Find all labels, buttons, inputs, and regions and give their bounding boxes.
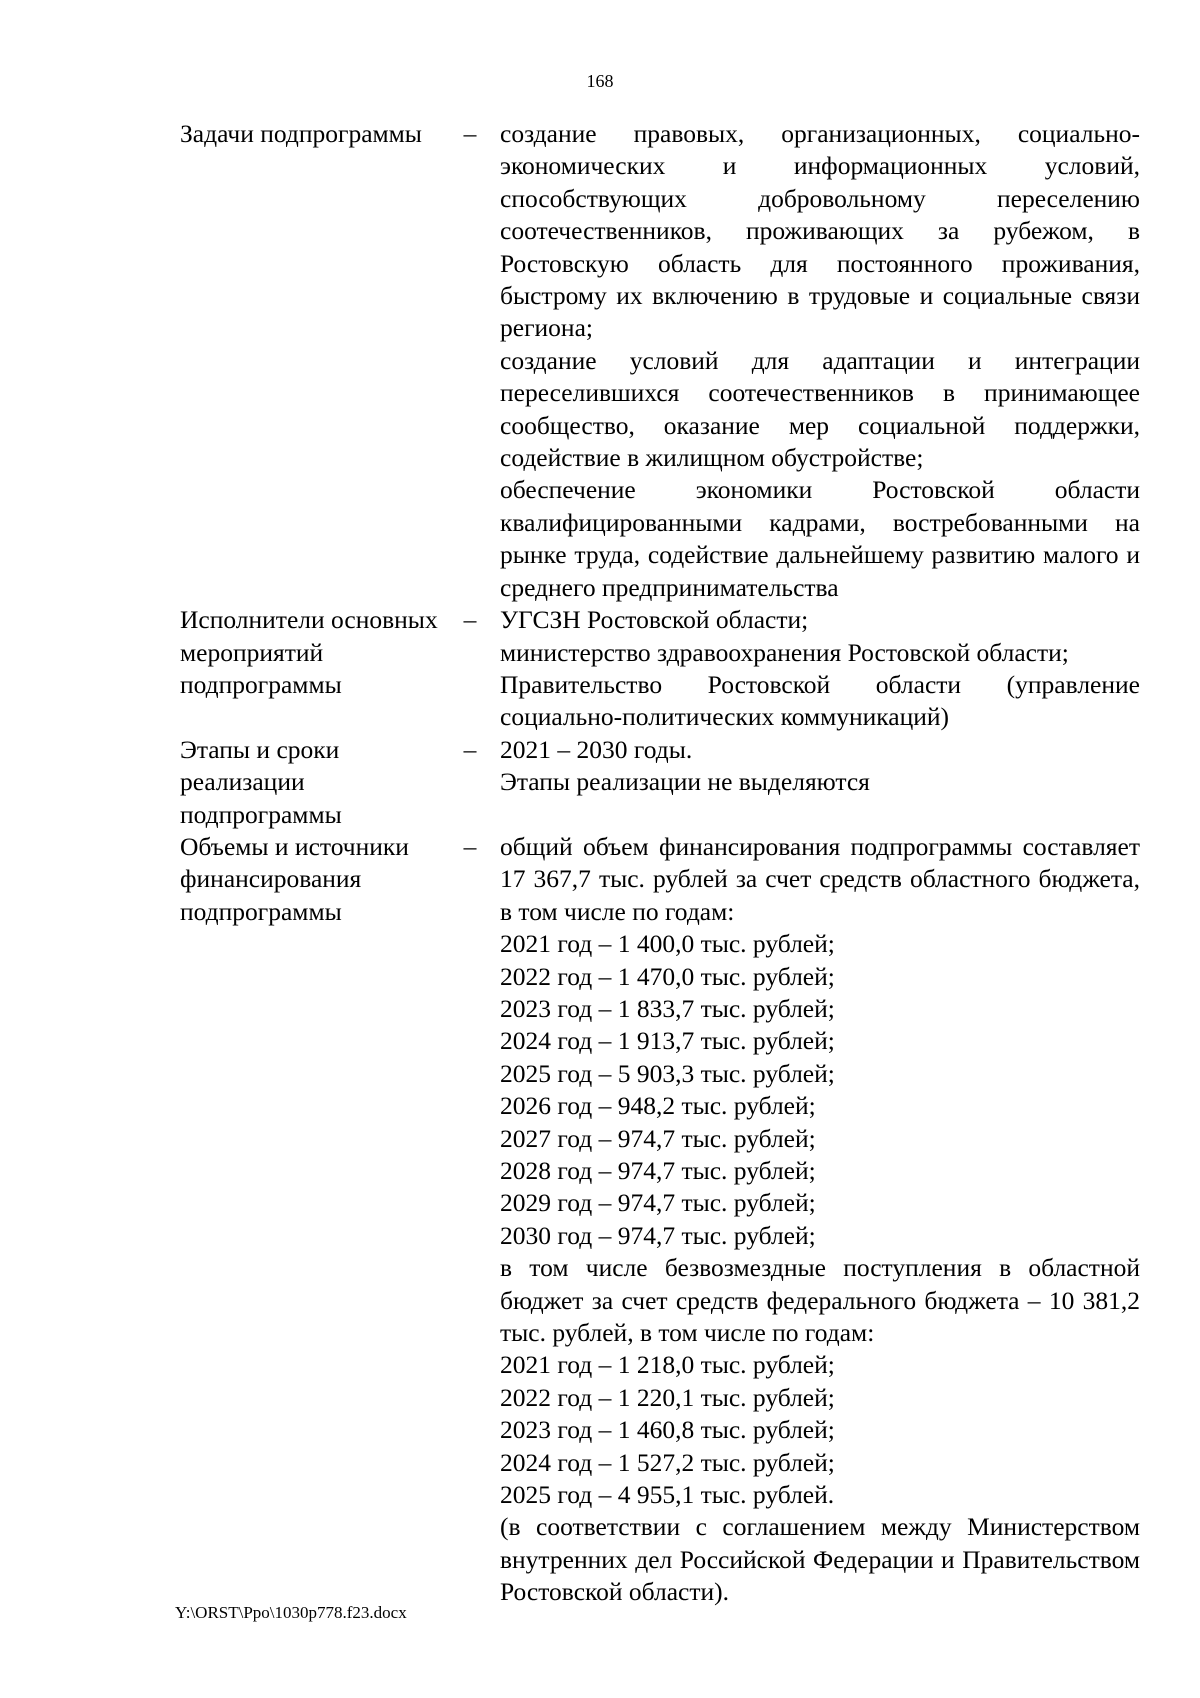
passport-row-tasks [180, 118, 1140, 604]
paragraph: 2021 – 2030 годы. [500, 734, 693, 764]
funding-year-line: 2024 год – 1 913,7 тыс. рублей; [500, 1026, 835, 1056]
paragraph: Правительство Ростовской области (управление социально-политических коммуникаций) [500, 669, 1140, 732]
federal-funding-intro: в том числе безвозмездные поступления в областной бюджет за счет средств федерального бюджета – 10 381,2 тыс. рублей, в том числе по годам: [500, 1253, 1140, 1348]
passport-row-executors [180, 604, 1140, 734]
paragraph: министерство здравоохранения Ростовской области; [500, 637, 1069, 667]
row-content [500, 734, 1140, 831]
funding-intro: общий объем финансирования подпрограммы составляет 17 367,7 тыс. рублей за счет средств областного бюджета, в том числе по годам: [500, 831, 1140, 926]
file-path-footer: Y:\ORST\Ppo\1030p778.f23.docx [175, 1603, 407, 1622]
paragraph: УГСЗН Ростовской области; [500, 605, 809, 635]
paragraph: Этапы реализации не выделяются [500, 767, 870, 797]
federal-year-line: 2021 год – 1 218,0 тыс. рублей; [500, 1350, 835, 1380]
funding-year-line: 2029 год – 974,7 тыс. рублей; [500, 1188, 816, 1218]
row-dash: – [463, 831, 477, 861]
funding-year-line: 2021 год – 1 400,0 тыс. рублей; [500, 929, 835, 959]
federal-year-line: 2022 год – 1 220,1 тыс. рублей; [500, 1382, 835, 1412]
federal-year-line: 2024 год – 1 527,2 тыс. рублей; [500, 1447, 835, 1477]
federal-year-line: 2023 год – 1 460,8 тыс. рублей; [500, 1415, 835, 1445]
funding-year-line: 2027 год – 974,7 тыс. рублей; [500, 1123, 816, 1153]
row-dash: – [463, 605, 477, 635]
row-content [500, 118, 1140, 604]
row-content [500, 604, 1140, 734]
funding-year-line: 2023 год – 1 833,7 тыс. рублей; [500, 993, 835, 1023]
agreement-note: (в соответствии с соглашением между Министерством внутренних дел Российской Федерации и Правительством Ростовской области). [500, 1512, 1140, 1607]
subprogram-passport [180, 118, 1140, 1609]
page-number: 168 [586, 71, 614, 91]
paragraph: обеспечение экономики Ростовской области квалифицированными кадрами, востребованными на рынке труда, содействие дальнейшему развитию малого и среднего предпринимательства [500, 475, 1140, 602]
row-label: Исполнители основных мероприятий подпрограммы [180, 605, 438, 699]
row-label: Этапы и сроки реализации подпрограммы [180, 734, 342, 829]
paragraph: создание правовых, организационных, социально-экономических и информационных условий, способствующих добровольному переселению соотечественников, проживающих за рубежом, в Ростовскую область для постоянного проживания, быстрому их включению в трудовые и социальные связи региона; [500, 119, 1140, 343]
passport-row-stages [180, 734, 1140, 831]
federal-year-line: 2025 год – 4 955,1 тыс. рублей. [500, 1480, 835, 1510]
row-label: Объемы и источники финансирования подпрограммы [180, 831, 409, 926]
row-dash: – [463, 734, 477, 764]
funding-year-line: 2022 год – 1 470,0 тыс. рублей; [500, 961, 835, 991]
row-label: Задачи подпрограммы [180, 119, 422, 148]
paragraph: создание условий для адаптации и интеграции переселившихся соотечественников в принимающее сообщество, оказание мер социальной поддержки, содействие в жилищном обустройстве; [500, 345, 1140, 473]
funding-year-line: 2030 год – 974,7 тыс. рублей; [500, 1220, 816, 1250]
passport-row-funding [180, 831, 1140, 1609]
funding-year-line: 2025 год – 5 903,3 тыс. рублей; [500, 1058, 835, 1088]
row-content [500, 831, 1140, 1609]
row-dash: – [463, 119, 477, 148]
funding-year-line: 2028 год – 974,7 тыс. рублей; [500, 1156, 816, 1185]
funding-year-line: 2026 год – 948,2 тыс. рублей; [500, 1091, 816, 1121]
